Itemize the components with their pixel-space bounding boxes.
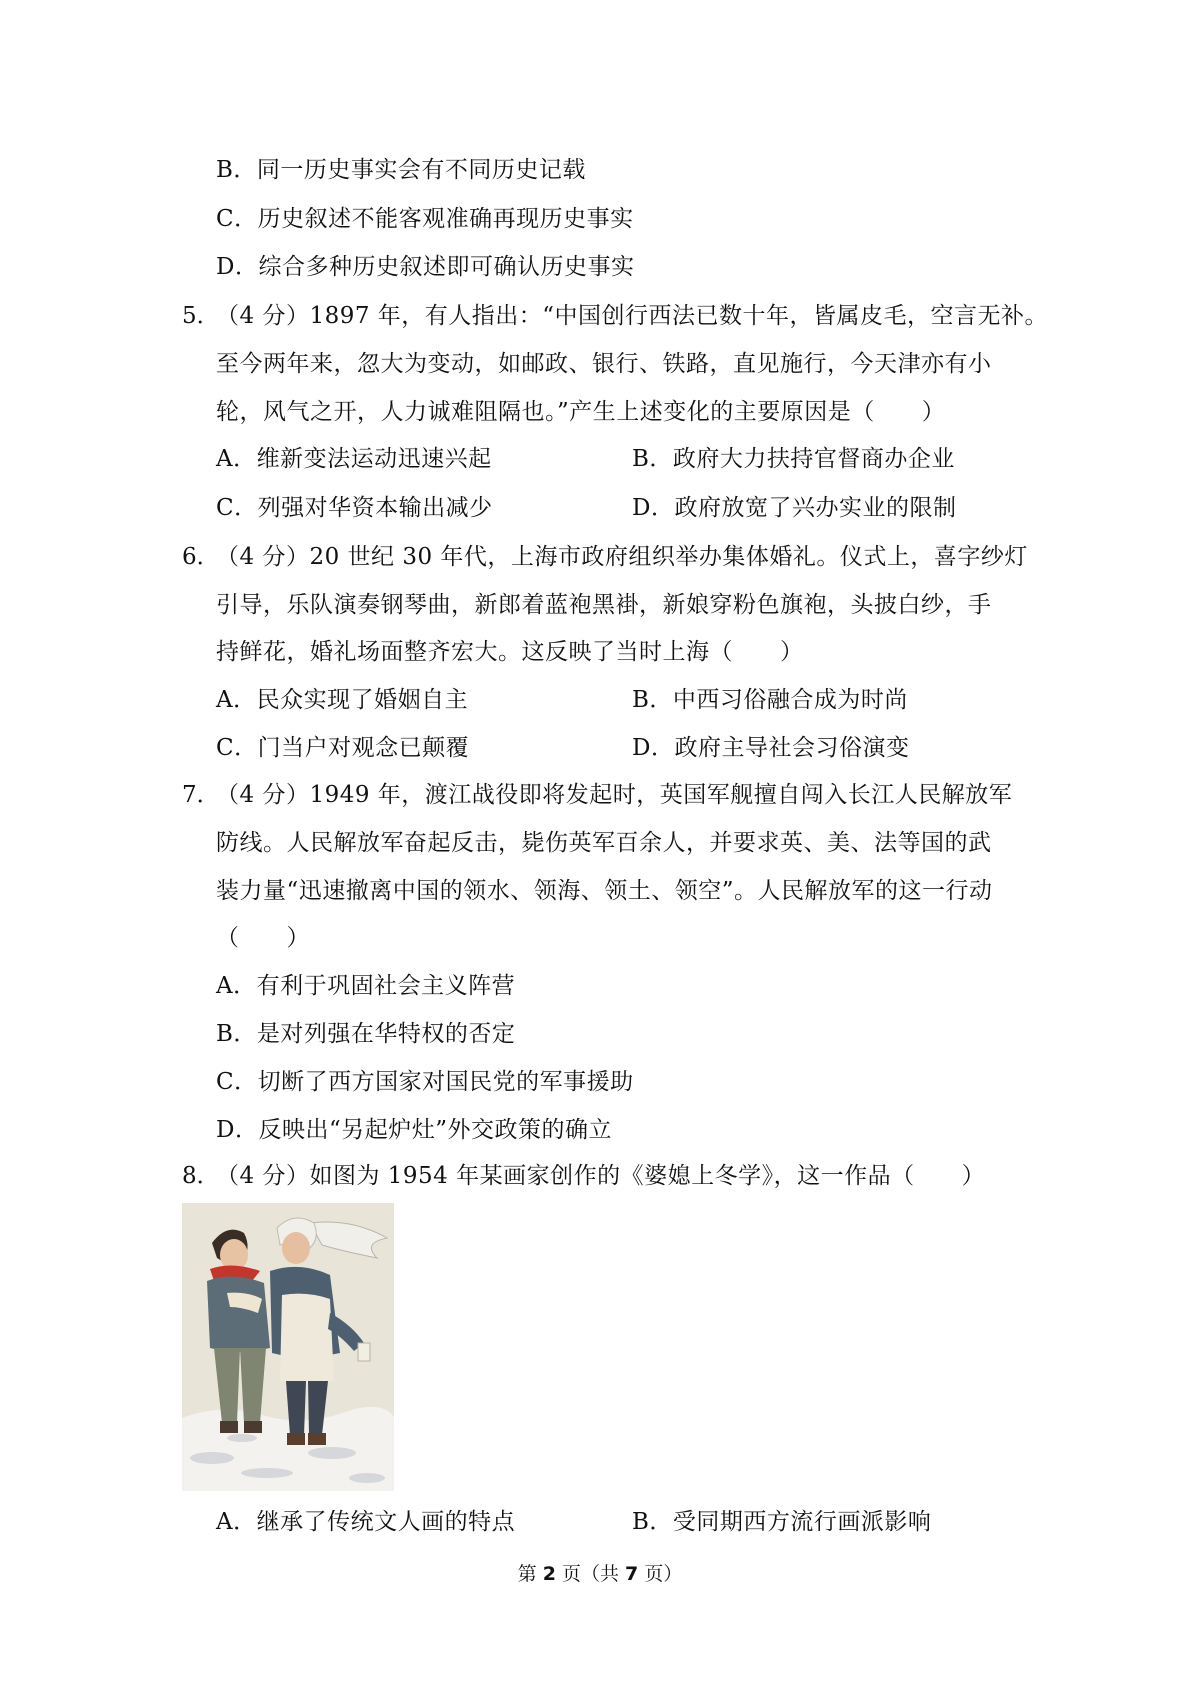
q6-option-b: B．中西习俗融合成为时尚 [632,687,908,713]
q8-option-b: B．受同期西方流行画派影响 [632,1509,932,1535]
q5-option-a: A．维新变法运动迅速兴起 [216,446,492,472]
footer-total-pages: 7 [625,1563,639,1585]
q5-number: 5． [182,303,220,329]
q5-stem-line-1: （4 分）1897 年，有人指出：“中国创行西法已数十年，皆属皮毛，空言无补。 [216,303,1049,329]
q8-number: 8． [182,1163,220,1189]
q4-option-b: B．同一历史事实会有不同历史记载 [216,157,586,183]
q6-option-a: A．民众实现了婚姻自主 [216,687,469,713]
q7-number: 7． [182,782,220,808]
footer-prefix: 第 [517,1563,543,1585]
q7-option-b: B．是对列强在华特权的否定 [216,1021,516,1047]
q6-option-d: D．政府主导社会习俗演变 [632,735,910,761]
q7-stem-line-3: 装力量“迅速撤离中国的领水、领海、领土、领空”。人民解放军的这一行动 [216,878,993,904]
q5-stem-line-2: 至今两年来，忽大为变动，如邮政、银行、铁路，直见施行，今天津亦有小 [216,351,992,377]
painting-illustration [182,1203,394,1491]
page-footer [0,1561,1200,1587]
painting-figure [182,1203,394,1491]
q8-stem-line-1: （4 分）如图为 1954 年某画家创作的《婆媳上冬学》，这一作品（ ） [216,1163,986,1189]
q6-stem-line-3: 持鲜花，婚礼场面整齐宏大。这反映了当时上海（ ） [216,639,804,665]
q5-option-c: C．列强对华资本输出减少 [216,495,493,521]
footer-page-number: 2 [542,1563,556,1585]
q8-option-a: A．继承了传统文人画的特点 [216,1509,516,1535]
q6-stem-line-2: 引导，乐队演奏钢琴曲，新郎着蓝袍黑褂，新娘穿粉色旗袍，头披白纱，手 [216,592,992,618]
q7-stem-line-2: 防线。人民解放军奋起反击，毙伤英军百余人，并要求英、美、法等国的武 [216,830,992,856]
q5-stem-line-3: 轮，风气之开，人力诚难阻隔也。”产生上述变化的主要原因是（ ） [216,399,946,425]
q7-stem-line-1: （4 分）1949 年，渡江战役即将发起时，英国军舰擅自闯入长江人民解放军 [216,782,1013,808]
q7-option-c: C．切断了西方国家对国民党的军事援助 [216,1069,634,1095]
q5-option-b: B．政府大力扶持官督商办企业 [632,446,955,472]
q5-option-d: D．政府放宽了兴办实业的限制 [632,495,957,521]
q6-number: 6． [182,544,220,570]
q7-option-a: A．有利于巩固社会主义阵营 [216,973,516,999]
footer-suffix: 页） [638,1563,683,1585]
q4-option-c: C．历史叙述不能客观准确再现历史事实 [216,206,634,232]
q6-option-c: C．门当户对观念已颠覆 [216,735,470,761]
q4-option-d: D．综合多种历史叙述即可确认历史事实 [216,254,635,280]
footer-middle: 页（共 [555,1563,626,1585]
q7-stem-line-4: （ ） [216,925,310,951]
q6-stem-line-1: （4 分）20 世纪 30 年代，上海市政府组织举办集体婚礼。仪式上，喜字纱灯 [216,544,1028,570]
q7-option-d: D．反映出“另起炉灶”外交政策的确立 [216,1117,612,1143]
